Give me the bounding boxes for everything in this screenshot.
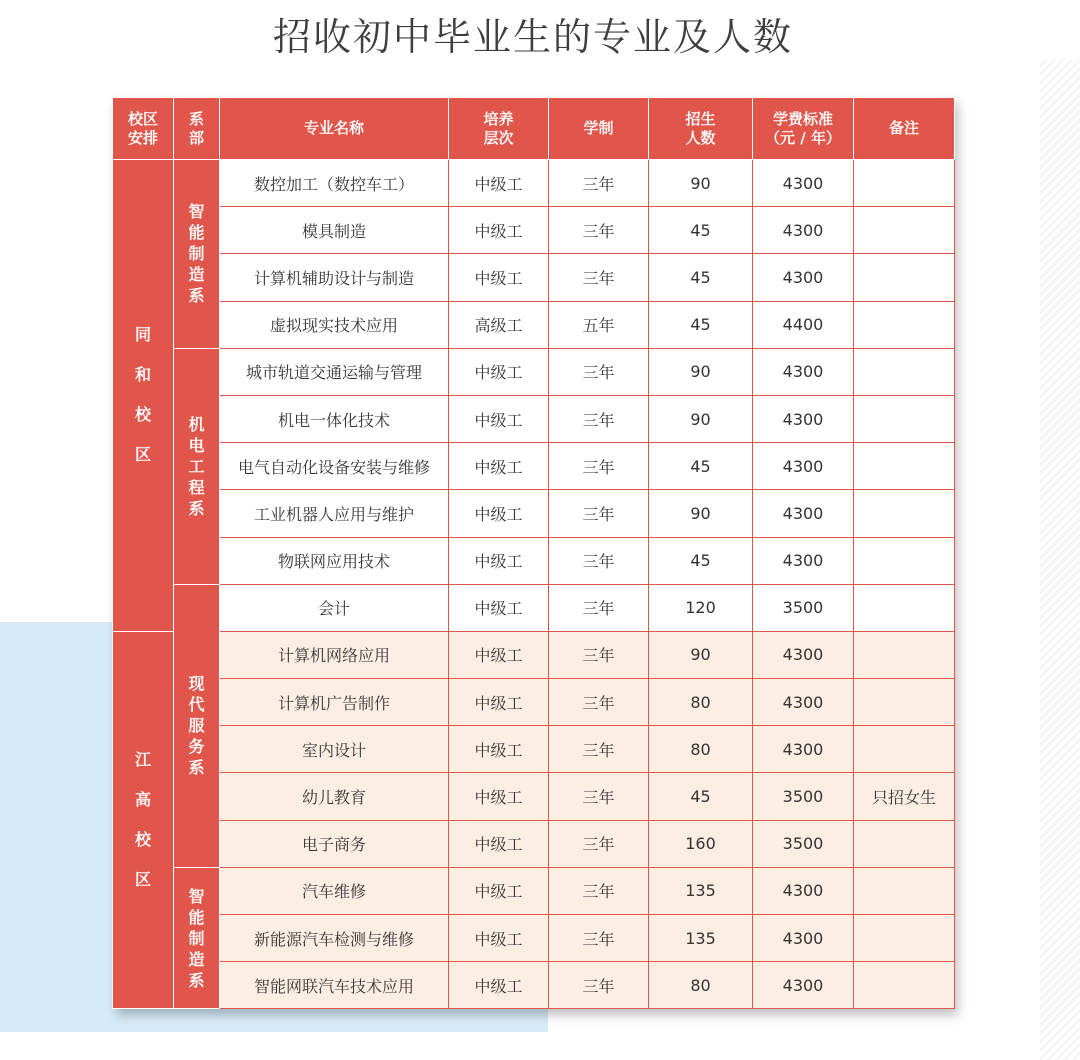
note-cell (854, 584, 955, 631)
major-cell: 汽车维修 (220, 867, 449, 914)
fee-cell: 3500 (753, 584, 854, 631)
table-row (113, 490, 955, 537)
fee-cell: 3500 (753, 773, 854, 820)
table-row (113, 773, 955, 820)
count-cell: 135 (649, 867, 753, 914)
note-cell (854, 679, 955, 726)
duration-cell: 三年 (549, 348, 649, 395)
note-cell (854, 395, 955, 442)
level-cell: 中级工 (449, 773, 549, 820)
count-cell: 135 (649, 915, 753, 962)
fee-cell: 4300 (753, 679, 854, 726)
count-cell: 80 (649, 726, 753, 773)
page-title: 招收初中毕业生的专业及人数 (272, 15, 793, 59)
level-cell: 中级工 (449, 631, 549, 678)
fee-cell: 4300 (753, 631, 854, 678)
major-cell: 室内设计 (220, 726, 449, 773)
level-cell: 中级工 (449, 726, 549, 773)
level-cell: 中级工 (449, 679, 549, 726)
table-row (113, 962, 955, 1009)
duration-cell: 三年 (549, 631, 649, 678)
level-cell: 中级工 (449, 160, 549, 207)
table-row (113, 207, 955, 254)
note-cell (854, 348, 955, 395)
header-campus: 校区 安排 (113, 98, 174, 160)
fee-cell: 4300 (753, 443, 854, 490)
note-cell (854, 490, 955, 537)
fee-cell: 4300 (753, 726, 854, 773)
duration-cell: 三年 (549, 962, 649, 1009)
major-cell: 城市轨道交通运输与管理 (220, 348, 449, 395)
major-cell: 机电一体化技术 (220, 395, 449, 442)
table-row (113, 301, 955, 348)
major-cell: 物联网应用技术 (220, 537, 449, 584)
count-cell: 80 (649, 962, 753, 1009)
campus-cell-jianggao: 江高校区 (113, 631, 174, 1009)
major-cell: 数控加工（数控车工） (220, 160, 449, 207)
count-cell: 90 (649, 490, 753, 537)
table-row (113, 726, 955, 773)
table-row (113, 537, 955, 584)
dept-cell-mechatronics: 机电工程系 (174, 348, 220, 584)
fee-cell: 4300 (753, 490, 854, 537)
table-row (113, 395, 955, 442)
count-cell: 45 (649, 207, 753, 254)
major-cell: 智能网联汽车技术应用 (220, 962, 449, 1009)
count-cell: 90 (649, 160, 753, 207)
fee-cell: 4300 (753, 395, 854, 442)
fee-cell: 4300 (753, 915, 854, 962)
table-row (113, 584, 955, 631)
major-cell: 会计 (220, 584, 449, 631)
level-cell: 中级工 (449, 490, 549, 537)
header-note: 备注 (854, 98, 955, 160)
fee-cell: 4300 (753, 962, 854, 1009)
level-cell: 中级工 (449, 915, 549, 962)
dept-cell-intelligent-mfg: 智能制造系 (174, 160, 220, 349)
major-cell: 计算机广告制作 (220, 679, 449, 726)
major-cell: 新能源汽车检测与维修 (220, 915, 449, 962)
duration-cell: 三年 (549, 773, 649, 820)
table-header-row (113, 98, 955, 160)
count-cell: 45 (649, 254, 753, 301)
enrollment-table (112, 97, 955, 1009)
level-cell: 中级工 (449, 537, 549, 584)
count-cell: 45 (649, 537, 753, 584)
count-cell: 90 (649, 631, 753, 678)
duration-cell: 三年 (549, 915, 649, 962)
background-stripe-pattern (1040, 60, 1080, 1060)
table-row (113, 679, 955, 726)
duration-cell: 三年 (549, 207, 649, 254)
table-row (113, 915, 955, 962)
count-cell: 120 (649, 584, 753, 631)
fee-cell: 4300 (753, 207, 854, 254)
fee-cell: 4300 (753, 254, 854, 301)
level-cell: 中级工 (449, 820, 549, 867)
level-cell: 中级工 (449, 207, 549, 254)
major-cell: 幼儿教育 (220, 773, 449, 820)
duration-cell: 三年 (549, 537, 649, 584)
note-cell (854, 443, 955, 490)
level-cell: 中级工 (449, 584, 549, 631)
header-dept: 系 部 (174, 98, 220, 160)
table-row (113, 867, 955, 914)
major-cell: 虚拟现实技术应用 (220, 301, 449, 348)
note-cell (854, 254, 955, 301)
duration-cell: 三年 (549, 254, 649, 301)
level-cell: 中级工 (449, 254, 549, 301)
count-cell: 90 (649, 395, 753, 442)
table-row (113, 348, 955, 395)
level-cell: 中级工 (449, 348, 549, 395)
duration-cell: 三年 (549, 820, 649, 867)
note-cell: 只招女生 (854, 773, 955, 820)
duration-cell: 三年 (549, 867, 649, 914)
level-cell: 高级工 (449, 301, 549, 348)
major-cell: 电子商务 (220, 820, 449, 867)
duration-cell: 三年 (549, 160, 649, 207)
count-cell: 90 (649, 348, 753, 395)
note-cell (854, 915, 955, 962)
fee-cell: 4400 (753, 301, 854, 348)
note-cell (854, 867, 955, 914)
header-level: 培养 层次 (449, 98, 549, 160)
duration-cell: 五年 (549, 301, 649, 348)
fee-cell: 4300 (753, 160, 854, 207)
duration-cell: 三年 (549, 443, 649, 490)
duration-cell: 三年 (549, 395, 649, 442)
table-row (113, 443, 955, 490)
table-row (113, 160, 955, 207)
major-cell: 电气自动化设备安装与维修 (220, 443, 449, 490)
major-cell: 计算机辅助设计与制造 (220, 254, 449, 301)
major-cell: 工业机器人应用与维护 (220, 490, 449, 537)
header-major: 专业名称 (220, 98, 449, 160)
note-cell (854, 820, 955, 867)
dept-cell-modern-service: 现代服务系 (174, 584, 220, 867)
major-cell: 计算机网络应用 (220, 631, 449, 678)
dept-cell-intelligent-mfg-jianggao: 智能制造系 (174, 867, 220, 1009)
header-fee: 学费标准 （元 / 年） (753, 98, 854, 160)
note-cell (854, 962, 955, 1009)
header-count: 招生 人数 (649, 98, 753, 160)
count-cell: 45 (649, 773, 753, 820)
enrollment-table-container (112, 97, 954, 1009)
count-cell: 80 (649, 679, 753, 726)
fee-cell: 3500 (753, 820, 854, 867)
fee-cell: 4300 (753, 867, 854, 914)
count-cell: 160 (649, 820, 753, 867)
fee-cell: 4300 (753, 537, 854, 584)
table-row (113, 820, 955, 867)
note-cell (854, 726, 955, 773)
major-cell: 模具制造 (220, 207, 449, 254)
campus-cell-tonghe: 同和校区 (113, 160, 174, 632)
note-cell (854, 207, 955, 254)
note-cell (854, 301, 955, 348)
header-duration: 学制 (549, 98, 649, 160)
level-cell: 中级工 (449, 867, 549, 914)
count-cell: 45 (649, 301, 753, 348)
duration-cell: 三年 (549, 726, 649, 773)
table-row (113, 254, 955, 301)
duration-cell: 三年 (549, 584, 649, 631)
duration-cell: 三年 (549, 679, 649, 726)
note-cell (854, 537, 955, 584)
level-cell: 中级工 (449, 962, 549, 1009)
table-row (113, 631, 955, 678)
fee-cell: 4300 (753, 348, 854, 395)
note-cell (854, 160, 955, 207)
count-cell: 45 (649, 443, 753, 490)
level-cell: 中级工 (449, 443, 549, 490)
note-cell (854, 631, 955, 678)
duration-cell: 三年 (549, 490, 649, 537)
level-cell: 中级工 (449, 395, 549, 442)
